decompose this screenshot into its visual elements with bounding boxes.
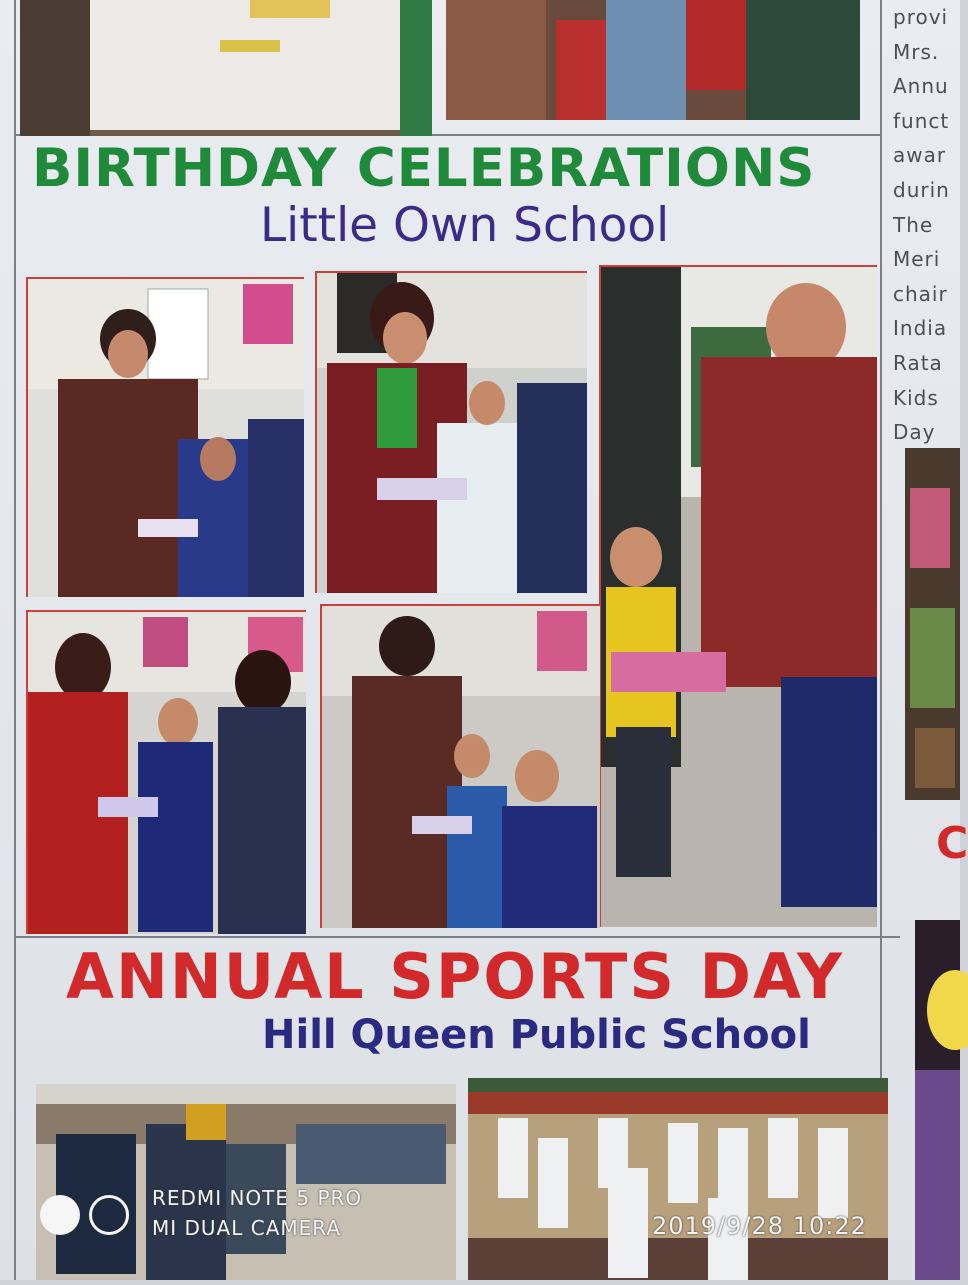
camera-type-label: MI DUAL CAMERA: [152, 1216, 342, 1240]
adjacent-photo: [905, 448, 960, 800]
birthday-photo-3: [599, 265, 877, 927]
birthday-school-name: Little Own School: [260, 198, 670, 253]
sports-school-name: Hill Queen Public School: [262, 1012, 811, 1058]
adjacent-bottom-photo: [915, 920, 960, 1280]
birthday-photo-2: [315, 271, 587, 593]
top-photo-left: [20, 0, 432, 136]
camera-logo-ring: [89, 1195, 129, 1235]
birthday-photo-1: [26, 277, 304, 597]
sports-photo-1: [36, 1084, 456, 1280]
birthday-photo-5: [320, 604, 600, 928]
column-rule: [880, 0, 882, 1140]
column-rule: [14, 0, 16, 1280]
section-rule: [14, 936, 900, 938]
photo-timestamp: 2019/9/28 10:22: [652, 1212, 867, 1240]
birthday-photo-4: [26, 610, 306, 934]
camera-model-label: REDMI NOTE 5 PRO: [152, 1186, 363, 1210]
birthday-headline: BIRTHDAY CELEBRATIONS: [32, 138, 816, 199]
camera-logo-dot: [40, 1195, 80, 1235]
top-photo-right: [446, 0, 860, 120]
sports-headline: ANNUAL SPORTS DAY: [66, 940, 844, 1013]
sports-photo-2: [468, 1078, 888, 1280]
adjacent-red-fragment: C: [936, 818, 968, 869]
adjacent-article-text: provi Mrs. Annu funct awar durin The Meri chair India Rata Kids Day: [893, 5, 950, 445]
